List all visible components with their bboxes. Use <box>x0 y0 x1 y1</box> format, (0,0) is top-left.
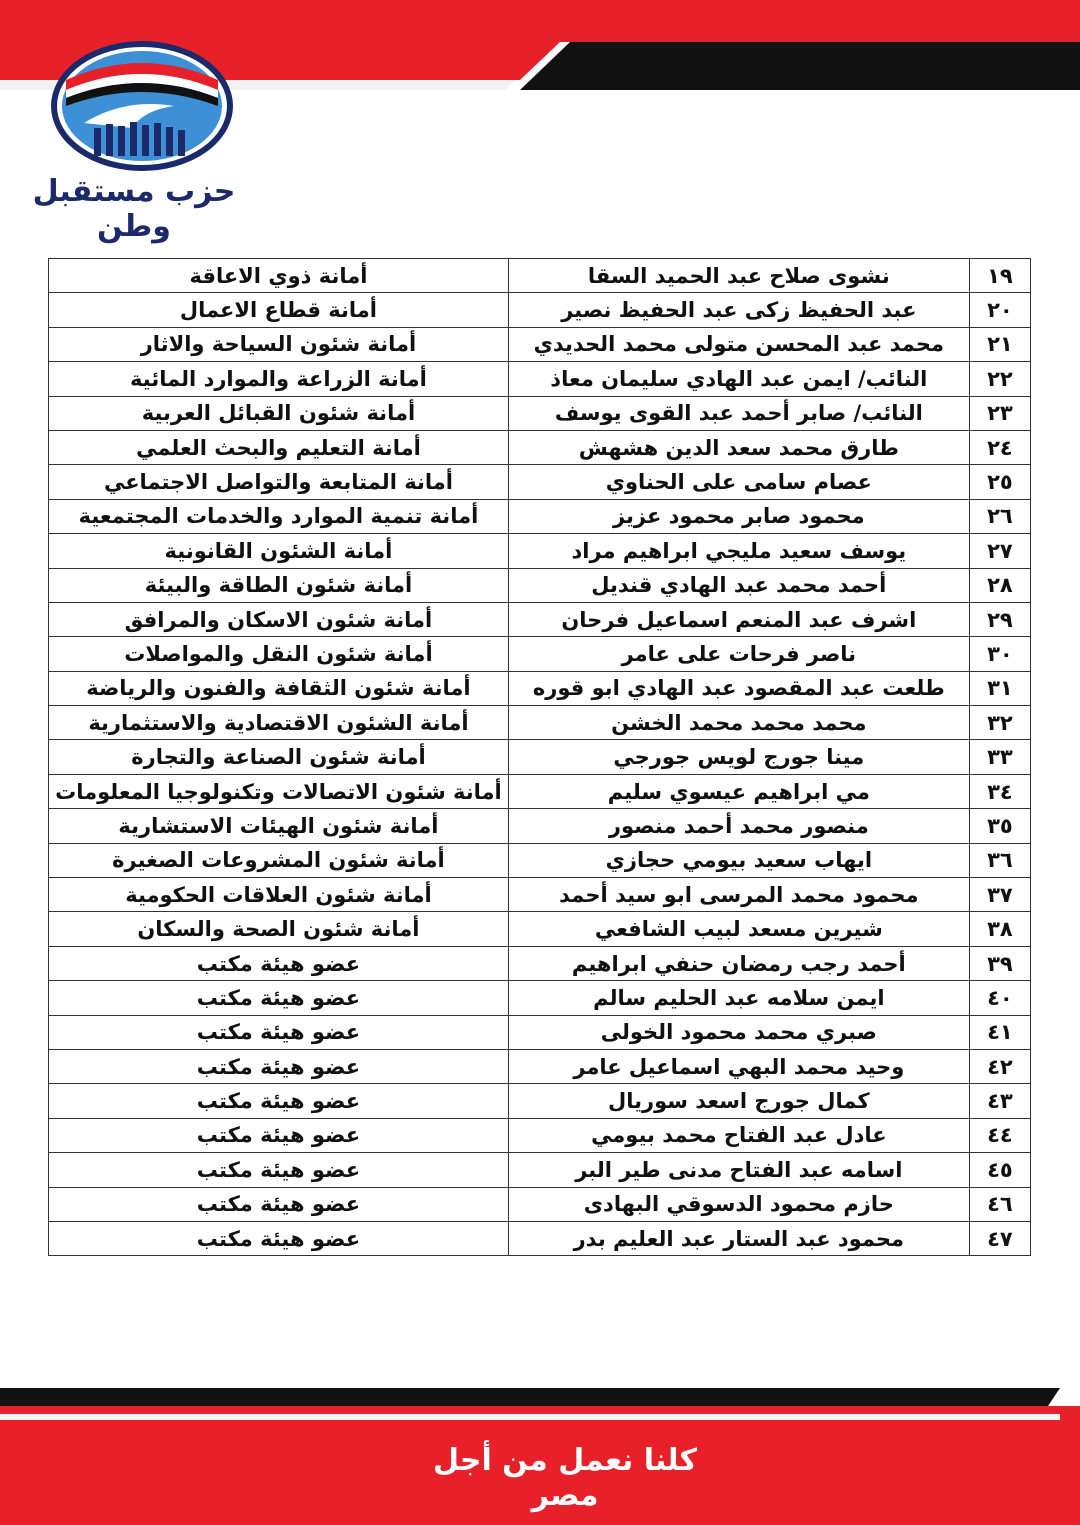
row-number: ٢٦ <box>969 499 1030 533</box>
member-role: أمانة الشئون الاقتصادية والاستثمارية <box>49 706 509 740</box>
member-role: أمانة قطاع الاعمال <box>49 293 509 327</box>
table-row <box>49 396 1031 430</box>
member-name: ايهاب سعيد بيومي حجازي <box>508 843 969 877</box>
member-name: عادل عبد الفتاح محمد بيومي <box>508 1118 969 1152</box>
table-row <box>49 1118 1031 1152</box>
member-name: أحمد محمد عبد الهادي قنديل <box>508 568 969 602</box>
member-name: ايمن سلامه عبد الحليم سالم <box>508 981 969 1015</box>
table-row <box>49 499 1031 533</box>
member-role: أمانة شئون الصحة والسكان <box>49 912 509 946</box>
table-row <box>49 430 1031 464</box>
table-row <box>49 259 1031 293</box>
table-row <box>49 637 1031 671</box>
row-number: ٣٠ <box>969 637 1030 671</box>
table-row <box>49 465 1031 499</box>
table-row <box>49 1221 1031 1255</box>
row-number: ٣٣ <box>969 740 1030 774</box>
party-logo <box>14 28 254 244</box>
member-role: أمانة شئون العلاقات الحكومية <box>49 878 509 912</box>
row-number: ٤٥ <box>969 1153 1030 1187</box>
roster-table <box>48 258 1031 1256</box>
table-row <box>49 1015 1031 1049</box>
member-name: عصام سامى على الحناوي <box>508 465 969 499</box>
row-number: ٤٤ <box>969 1118 1030 1152</box>
row-number: ٢٤ <box>969 430 1030 464</box>
member-name: يوسف سعيد مليجي ابراهيم مراد <box>508 534 969 568</box>
row-number: ٢٠ <box>969 293 1030 327</box>
row-number: ٤٧ <box>969 1221 1030 1255</box>
member-role: عضو هيئة مكتب <box>49 1118 509 1152</box>
row-number: ٣١ <box>969 671 1030 705</box>
member-name: أحمد رجب رمضان حنفي ابراهيم <box>508 946 969 980</box>
member-role: أمانة شئون الاسكان والمرافق <box>49 602 509 636</box>
member-role: أمانة شئون النقل والمواصلات <box>49 637 509 671</box>
row-number: ٣٤ <box>969 774 1030 808</box>
row-number: ٢٧ <box>969 534 1030 568</box>
member-role: أمانة شئون الاتصالات وتكنولوجيا المعلومات <box>49 774 509 808</box>
row-number: ٤٣ <box>969 1084 1030 1118</box>
eagle-emblem-icon <box>14 28 254 178</box>
party-name: حزب مستقبل وطن <box>32 174 236 244</box>
table-row <box>49 740 1031 774</box>
table-row <box>49 809 1031 843</box>
table-row <box>49 706 1031 740</box>
member-role: أمانة شئون الهيئات الاستشارية <box>49 809 509 843</box>
row-number: ٢٨ <box>969 568 1030 602</box>
member-name: عبد الحفيظ زكى عبد الحفيظ نصير <box>508 293 969 327</box>
row-number: ٢٥ <box>969 465 1030 499</box>
row-number: ٢١ <box>969 327 1030 361</box>
row-number: ٤٦ <box>969 1187 1030 1221</box>
member-name: حازم محمود الدسوقي البهادى <box>508 1187 969 1221</box>
row-number: ٣٢ <box>969 706 1030 740</box>
member-name: طارق محمد سعد الدين هشهش <box>508 430 969 464</box>
member-role: أمانة شئون السياحة والاثار <box>49 327 509 361</box>
row-number: ٣٥ <box>969 809 1030 843</box>
table-row <box>49 981 1031 1015</box>
member-role: أمانة الشئون القانونية <box>49 534 509 568</box>
table-row <box>49 1084 1031 1118</box>
member-role: أمانة شئون الصناعة والتجارة <box>49 740 509 774</box>
table-row <box>49 843 1031 877</box>
member-role: عضو هيئة مكتب <box>49 1153 509 1187</box>
member-role: أمانة شئون الطاقة والبيئة <box>49 568 509 602</box>
member-role: أمانة ذوي الاعاقة <box>49 259 509 293</box>
member-name: صبري محمد محمود الخولى <box>508 1015 969 1049</box>
member-role: عضو هيئة مكتب <box>49 1015 509 1049</box>
member-name: نشوى صلاح عبد الحميد السقا <box>508 259 969 293</box>
member-name: النائب/ صابر أحمد عبد القوى يوسف <box>508 396 969 430</box>
member-name: النائب/ ايمن عبد الهادي سليمان معاذ <box>508 362 969 396</box>
member-role: عضو هيئة مكتب <box>49 981 509 1015</box>
member-role: عضو هيئة مكتب <box>49 1084 509 1118</box>
row-number: ١٩ <box>969 259 1030 293</box>
member-name: محمود صابر محمود عزيز <box>508 499 969 533</box>
row-number: ٣٨ <box>969 912 1030 946</box>
table-row <box>49 293 1031 327</box>
table-row <box>49 774 1031 808</box>
member-name: شيرين مسعد لبيب الشافعي <box>508 912 969 946</box>
member-role: أمانة شئون القبائل العربية <box>49 396 509 430</box>
member-role: أمانة الزراعة والموارد المائية <box>49 362 509 396</box>
row-number: ٣٩ <box>969 946 1030 980</box>
member-role: أمانة شئون المشروعات الصغيرة <box>49 843 509 877</box>
row-number: ٣٧ <box>969 878 1030 912</box>
row-number: ٤٠ <box>969 981 1030 1015</box>
header-title: الأمانة العامة <box>766 46 955 81</box>
member-role: أمانة المتابعة والتواصل الاجتماعي <box>49 465 509 499</box>
member-name: كمال جورج اسعد سوريال <box>508 1084 969 1118</box>
table-row <box>49 1049 1031 1083</box>
row-number: ٤٢ <box>969 1049 1030 1083</box>
member-name: محمد محمد محمد الخشن <box>508 706 969 740</box>
row-number: ٢٣ <box>969 396 1030 430</box>
row-number: ٢٢ <box>969 362 1030 396</box>
footer-slogan: كلنا نعمل من أجل مصر <box>433 1443 697 1513</box>
table-row <box>49 878 1031 912</box>
member-name: وحيد محمد البهي اسماعيل عامر <box>508 1049 969 1083</box>
member-name: مينا جورج لويس جورجي <box>508 740 969 774</box>
table-row <box>49 671 1031 705</box>
table-row <box>49 568 1031 602</box>
table-row <box>49 1187 1031 1221</box>
table-row <box>49 602 1031 636</box>
member-name: ناصر فرحات على عامر <box>508 637 969 671</box>
member-role: أمانة تنمية الموارد والخدمات المجتمعية <box>49 499 509 533</box>
row-number: ٤١ <box>969 1015 1030 1049</box>
member-name: اسامه عبد الفتاح مدنى طير البر <box>508 1153 969 1187</box>
member-name: مي ابراهيم عيسوي سليم <box>508 774 969 808</box>
table-row <box>49 912 1031 946</box>
member-name: اشرف عبد المنعم اسماعيل فرحان <box>508 602 969 636</box>
member-role: أمانة التعليم والبحث العلمي <box>49 430 509 464</box>
member-role: عضو هيئة مكتب <box>49 1221 509 1255</box>
table-row <box>49 362 1031 396</box>
member-name: محمد عبد المحسن متولى محمد الحديدي <box>508 327 969 361</box>
member-role: أمانة شئون الثقافة والفنون والرياضة <box>49 671 509 705</box>
row-number: ٣٦ <box>969 843 1030 877</box>
row-number: ٢٩ <box>969 602 1030 636</box>
member-role: عضو هيئة مكتب <box>49 1187 509 1221</box>
table-row <box>49 1153 1031 1187</box>
table-row <box>49 946 1031 980</box>
member-role: عضو هيئة مكتب <box>49 1049 509 1083</box>
member-name: محمود عبد الستار عبد العليم بدر <box>508 1221 969 1255</box>
member-name: طلعت عبد المقصود عبد الهادي ابو قوره <box>508 671 969 705</box>
member-name: منصور محمد أحمد منصور <box>508 809 969 843</box>
table-row <box>49 327 1031 361</box>
table-row <box>49 534 1031 568</box>
member-role: عضو هيئة مكتب <box>49 946 509 980</box>
member-name: محمود محمد المرسى ابو سيد أحمد <box>508 878 969 912</box>
